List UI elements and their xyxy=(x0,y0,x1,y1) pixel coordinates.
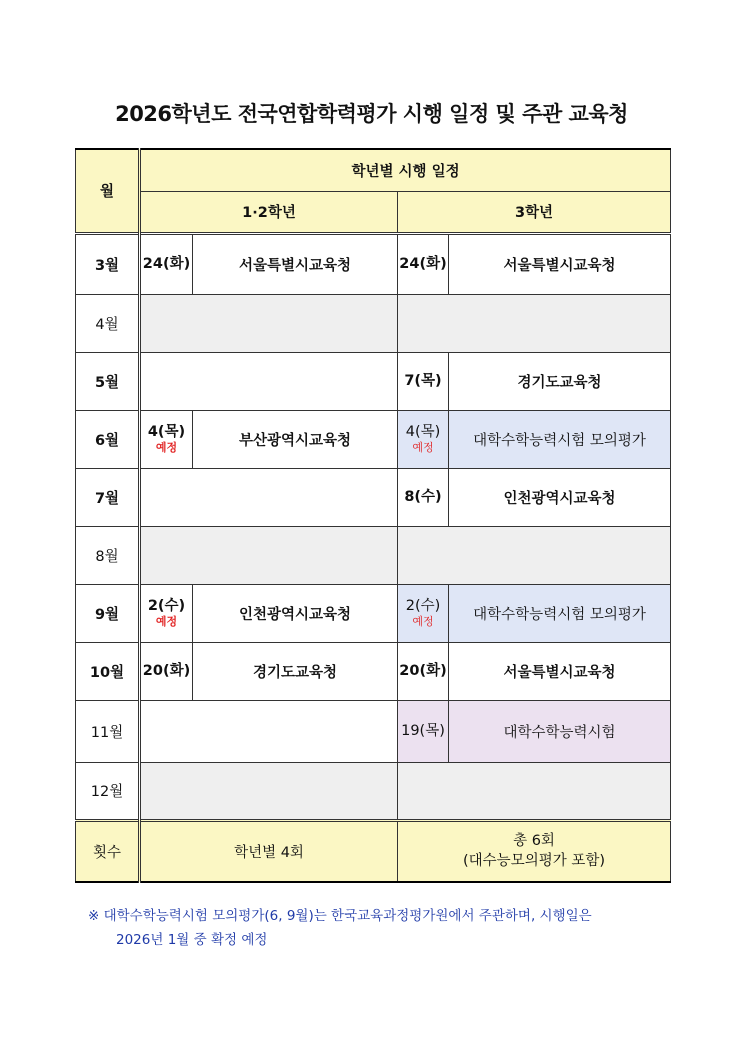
header-month: 월 xyxy=(76,149,140,233)
grade12-empty xyxy=(140,526,398,584)
grade3-org: 서울특별시교육청 xyxy=(449,233,671,294)
day-text: 4(목) xyxy=(405,424,441,440)
grade3-org: 경기도교육청 xyxy=(449,352,671,410)
month-cell: 12월 xyxy=(76,762,140,820)
grade12-day xyxy=(140,410,193,468)
grade12-day: 24(화) xyxy=(140,233,193,294)
grade12-day: 20(화) xyxy=(140,642,193,700)
grade12-day xyxy=(140,584,193,642)
header-schedule: 학년별 시행 일정 xyxy=(140,149,671,191)
month-cell: 8월 xyxy=(76,526,140,584)
month-cell: 3월 xyxy=(76,233,140,294)
grade3-day: 7(목) xyxy=(398,352,449,410)
total-grade12: 학년별 4회 xyxy=(140,820,398,882)
grade12-empty xyxy=(140,700,398,762)
header-grade-3: 3학년 xyxy=(398,191,671,233)
grade3-org: 서울특별시교육청 xyxy=(449,642,671,700)
month-cell: 10월 xyxy=(76,642,140,700)
footnote-line-2: 2026년 1월 중 확정 예정 xyxy=(116,932,268,948)
grade12-org: 서울특별시교육청 xyxy=(193,233,398,294)
grade12-empty xyxy=(140,762,398,820)
planned-note: 예정 xyxy=(155,441,178,454)
header-grade-1-2: 1·2학년 xyxy=(140,191,398,233)
page-title: 2026학년도 전국연합학력평가 시행 일정 및 주관 교육청 xyxy=(115,102,628,126)
grade3-org: 대학수학능력시험 xyxy=(449,700,671,762)
grade3-empty xyxy=(398,294,671,352)
grade12-empty xyxy=(140,352,398,410)
day-text: 2(수) xyxy=(405,598,441,614)
grade3-empty xyxy=(398,526,671,584)
grade12-org: 부산광역시교육청 xyxy=(193,410,398,468)
month-cell: 5월 xyxy=(76,352,140,410)
schedule-table xyxy=(75,148,671,883)
grade3-day: 24(화) xyxy=(398,233,449,294)
total-grade3-note: (대수능모의평가 포함) xyxy=(463,853,606,870)
month-cell: 4월 xyxy=(76,294,140,352)
grade12-empty xyxy=(140,468,398,526)
grade3-empty xyxy=(398,762,671,820)
month-cell: 11월 xyxy=(76,700,140,762)
footnote xyxy=(88,904,688,952)
day-text: 2(수) xyxy=(147,598,186,614)
grade3-org: 대학수학능력시험 모의평가 xyxy=(449,410,671,468)
grade3-org: 인천광역시교육청 xyxy=(449,468,671,526)
grade12-org: 경기도교육청 xyxy=(193,642,398,700)
planned-note: 예정 xyxy=(412,441,434,454)
day-text: 4(목) xyxy=(147,424,186,440)
grade3-day: 19(목) xyxy=(398,700,449,762)
grade3-org: 대학수학능력시험 모의평가 xyxy=(449,584,671,642)
grade3-day: 8(수) xyxy=(398,468,449,526)
planned-note: 예정 xyxy=(155,615,178,628)
total-grade3-count: 총 6회 xyxy=(513,833,555,850)
grade12-empty xyxy=(140,294,398,352)
month-cell: 7월 xyxy=(76,468,140,526)
total-label: 횟수 xyxy=(76,820,140,882)
planned-note: 예정 xyxy=(412,615,434,628)
footnote-line-1: ※ 대학수학능력시험 모의평가(6, 9월)는 한국교육과정평가원에서 주관하며, 시행일은 xyxy=(88,908,592,924)
month-cell: 6월 xyxy=(76,410,140,468)
month-cell: 9월 xyxy=(76,584,140,642)
grade12-org: 인천광역시교육청 xyxy=(193,584,398,642)
grade3-day: 20(화) xyxy=(398,642,449,700)
grade3-day xyxy=(398,584,449,642)
total-grade3 xyxy=(398,820,671,882)
grade3-day xyxy=(398,410,449,468)
